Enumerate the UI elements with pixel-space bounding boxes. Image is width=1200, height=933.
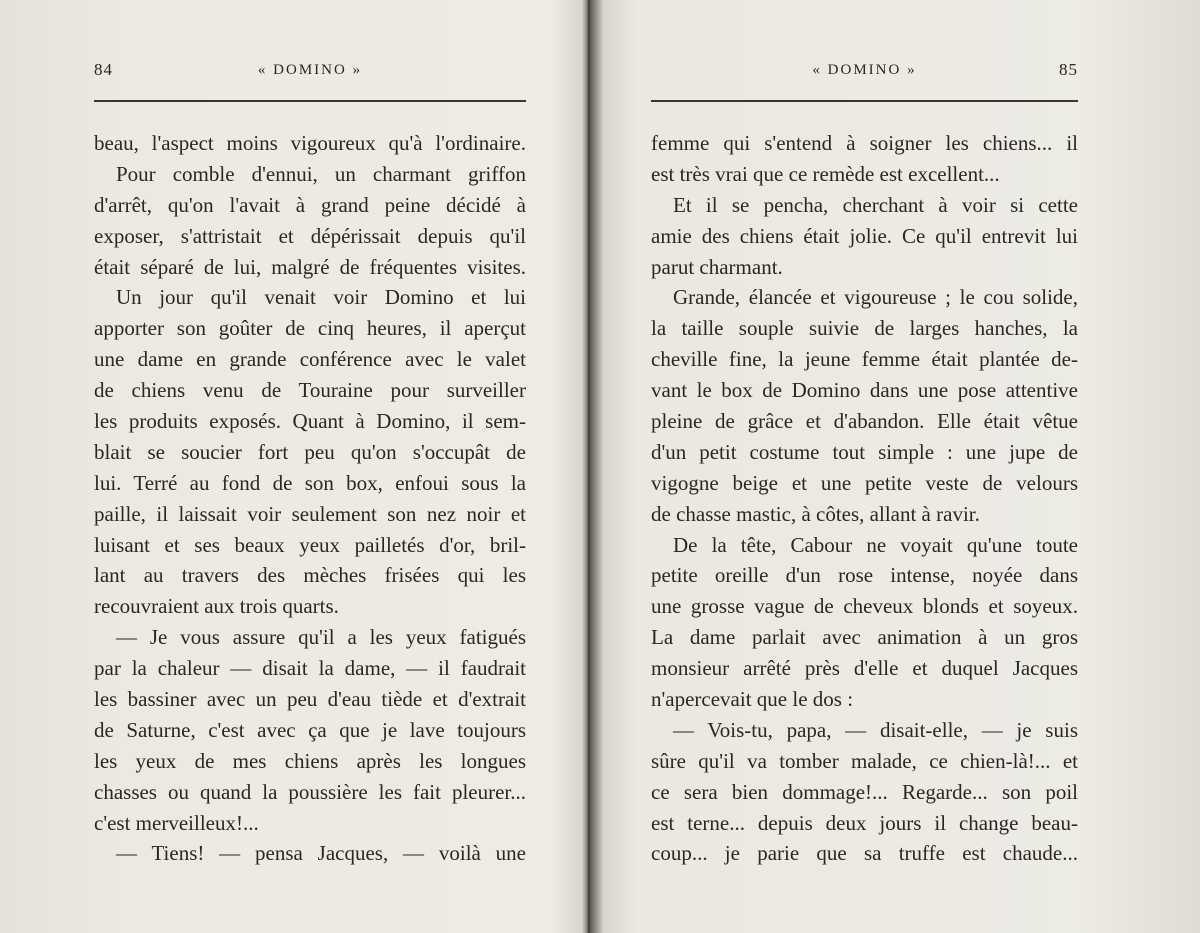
text-line: Un jour qu'il venait voir Domino et lui: [116, 285, 526, 310]
text-line: luisant et ses beaux yeux pailletés d'or, bril-: [94, 532, 526, 557]
text-line: petite oreille d'un rose intense, noyée dans: [651, 563, 1078, 588]
left-running-head: « DOMINO »: [257, 62, 363, 78]
text-line: cheville fine, la jeune femme était plantée de-: [651, 347, 1078, 372]
text-line: par la chaleur — disait la dame, — il faudrait: [94, 656, 526, 681]
text-line: sûre qu'il va tomber malade, ce chien-là!... et: [651, 748, 1078, 773]
text-line: une dame en grande conférence avec le valet: [94, 347, 526, 372]
text-line: lant au travers des mèches frisées qui les: [94, 563, 526, 588]
text-line: de chiens venu de Touraine pour surveiller: [94, 378, 526, 403]
left-page-text: [94, 128, 526, 869]
text-line: vigogne beige et une petite veste de velours: [651, 470, 1078, 495]
text-line: paille, il laissait voir seulement son nez noir et: [94, 501, 526, 526]
text-line: femme qui s'entend à soigner les chiens... il: [651, 131, 1078, 155]
text-line: était séparé de lui, malgré de fréquentes visites.: [94, 254, 526, 279]
text-line: de chasse mastic, à côtes, allant à ravir.: [651, 501, 980, 526]
text-line: — Vois-tu, papa, — disait-elle, — je suis: [673, 717, 1078, 742]
text-line: blait se soucier fort peu qu'on s'occupât de: [94, 439, 526, 464]
text-line: coup... je parie que sa truffe est chaude...: [651, 841, 1078, 866]
text-line: les bassiner avec un peu d'eau tiède et d'extrait: [94, 687, 526, 712]
left-header-rule: [94, 100, 526, 102]
left-page-number: 84: [94, 60, 113, 79]
text-line: — Je vous assure qu'il a les yeux fatigués: [116, 625, 526, 650]
left-page-header: [94, 60, 526, 90]
text-line: monsieur arrêté près d'elle et duquel Jacques: [651, 656, 1078, 681]
text-line: d'arrêt, qu'on l'avait à grand peine décidé à: [94, 192, 526, 217]
text-line: de Saturne, c'est avec ça que je lave toujours: [94, 717, 526, 742]
text-line: beau, l'aspect moins vigoureux qu'à l'ordinaire.: [94, 131, 526, 155]
text-line: pleine de grâce et d'abandon. Elle était vêtue: [651, 409, 1078, 434]
text-line: n'apercevait que le dos :: [651, 687, 854, 712]
text-line: Et il se pencha, cherchant à voir si cette: [673, 192, 1078, 217]
text-line: amie des chiens était jolie. Ce qu'il entrevit lui: [651, 223, 1078, 248]
text-line: ce sera bien dommage!... Regarde... son poil: [651, 779, 1078, 804]
right-running-head: « DOMINO »: [812, 62, 917, 78]
text-line: La dame parlait avec animation à un gros: [651, 625, 1078, 650]
right-page-text: [651, 128, 1078, 869]
text-line: c'est merveilleux!...: [94, 810, 259, 835]
text-line: la taille souple suivie de larges hanches, la: [651, 316, 1078, 341]
text-line: les produits exposés. Quant à Domino, il sem-: [94, 409, 526, 434]
text-line: parut charmant.: [651, 254, 783, 279]
text-line: — Tiens! — pensa Jacques, — voilà une: [116, 841, 526, 866]
text-line: Grande, élancée et vigoureuse ; le cou solide,: [673, 285, 1078, 310]
right-page-number: 85: [1059, 60, 1078, 79]
text-line: vant le box de Domino dans une pose attentive: [651, 378, 1078, 403]
text-line: Pour comble d'ennui, un charmant griffon: [116, 161, 526, 186]
text-line: chasses ou quand la poussière les fait pleurer...: [94, 779, 526, 804]
text-line: est très vrai que ce remède est excellent...: [651, 161, 1000, 186]
text-line: d'un petit costume tout simple : une jupe de: [651, 439, 1078, 464]
right-page: [651, 0, 1078, 933]
text-line: est terne... depuis deux jours il change beau-: [651, 810, 1078, 835]
text-line: les yeux de mes chiens après les longues: [94, 748, 526, 773]
left-page: [94, 0, 526, 933]
right-page-header: [651, 60, 1078, 90]
right-header-rule: [651, 100, 1078, 102]
text-line: De la tête, Cabour ne voyait qu'une toute: [673, 532, 1078, 557]
text-line: une grosse vague de cheveux blonds et soyeux.: [651, 594, 1078, 619]
text-line: exposer, s'attristait et dépérissait depuis qu'il: [94, 223, 526, 248]
text-line: lui. Terré au fond de son box, enfoui sous la: [94, 470, 526, 495]
text-line: recouvraient aux trois quarts.: [94, 594, 339, 619]
text-line: apporter son goûter de cinq heures, il aperçut: [94, 316, 526, 341]
